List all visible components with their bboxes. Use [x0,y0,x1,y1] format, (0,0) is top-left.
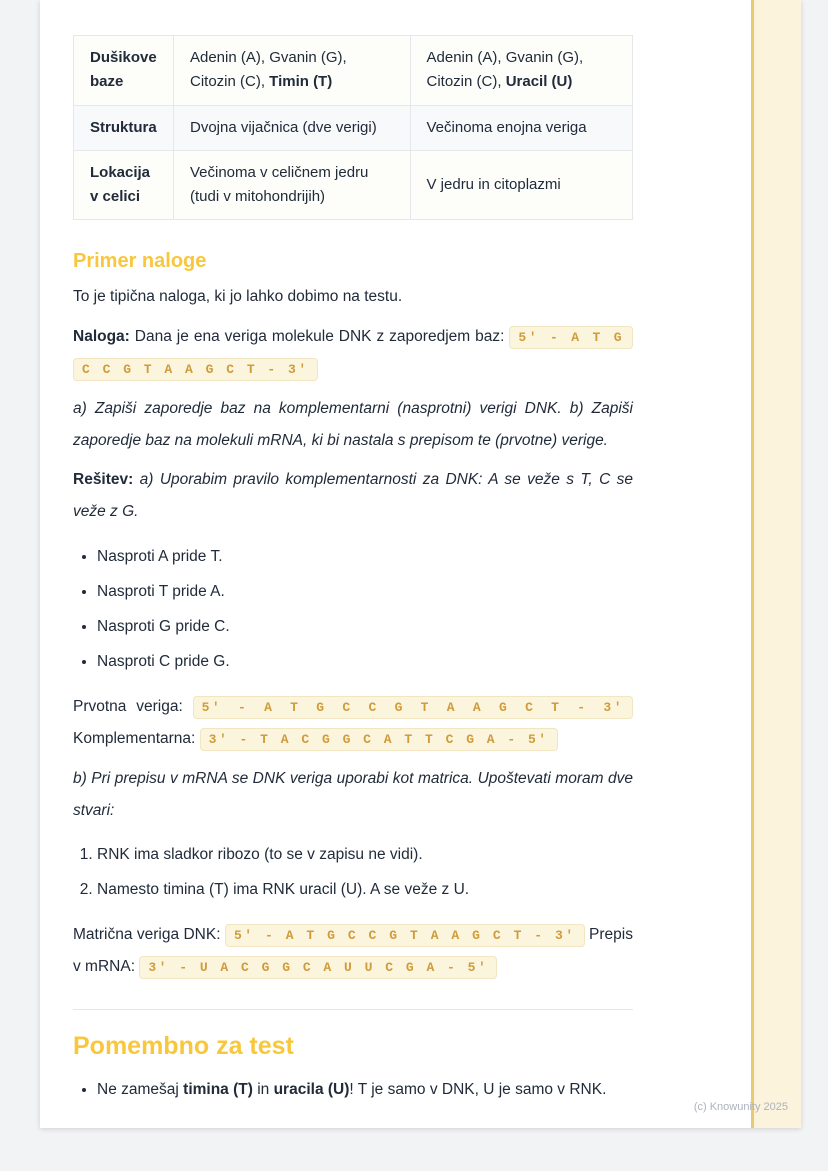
test-tips-list [73,1073,633,1107]
cell-text: Adenin (A), Gvanin (G), Citozin (C), [189,49,347,91]
cell-rnk-lokacija [410,150,633,220]
cell-text: Večinoma v celičnem jedru (tudi v mitohondrijih) [189,163,369,206]
matricna-label: Matrična veriga DNK: [73,926,225,944]
naloga-text: Dana je ena veriga molekule DNK z zaporedjem baz: [129,328,510,346]
list-item [97,1073,633,1107]
paragraph-resitev [73,464,633,528]
cell-text: Dvojna vijačnica (dve verigi) [189,118,377,136]
paragraph-prvotna-veriga [73,691,633,755]
dna-sequence-chip: 3' - T A C G G C A T T C G A - 5' [200,728,558,751]
list-item: • Nasproti G pride C. [97,610,633,644]
section-title-pomembno-za-test: Pomembno za test [73,1032,294,1060]
komplementarna-label: Komplementarna: [73,729,200,747]
prvotna-label: Prvotna veriga: [73,698,193,716]
document-page [40,0,801,1128]
tip-bold-timin: timina (T) [183,1081,253,1098]
cell-text-bold: Uracil (U) [505,73,573,91]
cell-dnk-lokacija [173,150,410,220]
cell-dnk-baze [173,36,410,106]
cell-dnk-struktura [173,105,410,150]
tip-text: Ne zamešaj [97,1081,184,1098]
cell-text: Večinoma enojna veriga [426,118,587,136]
paragraph-intro: To je tipična naloga, ki jo lahko dobimo na testu. [73,288,403,306]
table-row [74,150,633,220]
paragraph-matricna-veriga [73,919,633,983]
list-item: 1. RNK ima sladkor ribozo (to se v zapisu ne vidi). [97,838,633,872]
prepis-label: Prepis v mRNA: [73,926,633,976]
row-header-struktura: Struktura [74,105,174,150]
resitev-text: a) Uporabim pravilo komplementarnosti za DNK: A se veže s T, C se veže z G. [73,471,633,521]
cell-text: Adenin (A), Gvanin (G), Citozin (C), [426,49,584,91]
row-header-lokacija: Lokacija v celici [74,150,174,220]
cell-rnk-struktura [410,105,633,150]
cell-text: V jedru in citoplazmi [426,176,561,194]
copyright-footer: (c) Knowunity 2025 [693,1101,788,1113]
table-row [74,105,633,150]
tip-text: ! T je samo v DNK, U je samo v RNK. [349,1081,607,1098]
dna-sequence-chip: 5' - A T G C C G T A A G C T - 3' [225,924,585,947]
resitev-label: Rešitev: [73,471,134,489]
naloga-label: Naloga: [73,328,130,346]
tip-bold-uracil: uracila (U) [273,1081,350,1098]
list-item: • Nasproti T pride A. [97,575,633,609]
tip-text: in [252,1081,274,1098]
paragraph-b-explanation: b) Pri prepisu v mRNA se DNK veriga uporabi kot matrica. Upoštevati moram dve stvari: [73,769,633,819]
page-content [73,35,633,1107]
rna-sequence-chip: 3' - U A C G G C A U U C G A - 5' [139,956,497,979]
rna-rules-list [73,838,633,907]
list-item: 2. Namesto timina (T) ima RNK uracil (U). A se veže z U. [97,873,633,907]
table-row [74,36,633,106]
section-title-primer-naloge: Primer naloge [73,250,207,273]
complement-rules-list [73,540,633,679]
dna-sequence-chip: 5' - A T G C C G T A A G C T - 3' [73,326,633,381]
paragraph-naloga [73,321,633,385]
list-item: • Nasproti A pride T. [97,540,633,574]
cell-text-bold: Timin (T) [269,73,333,91]
dna-sequence-chip: 5' - A T G C C G T A A G C T - 3' [193,696,633,719]
row-header-dusikove-baze: Dušikove baze [74,36,174,106]
dnk-rnk-comparison-table [73,35,633,220]
paragraph-ab-question: a) Zapiši zaporedje baz na komplementarni (nasprotni) verigi DNK. b) Zapiši zaporedje baz na molekuli mRNA, ki bi nastala s prepisom te (prvotne) verige. [73,399,633,449]
list-item: • Nasproti C pride G. [97,645,633,679]
section-divider [73,1009,633,1010]
cell-rnk-baze [410,36,633,106]
page-edge-ribbon [751,0,801,1128]
